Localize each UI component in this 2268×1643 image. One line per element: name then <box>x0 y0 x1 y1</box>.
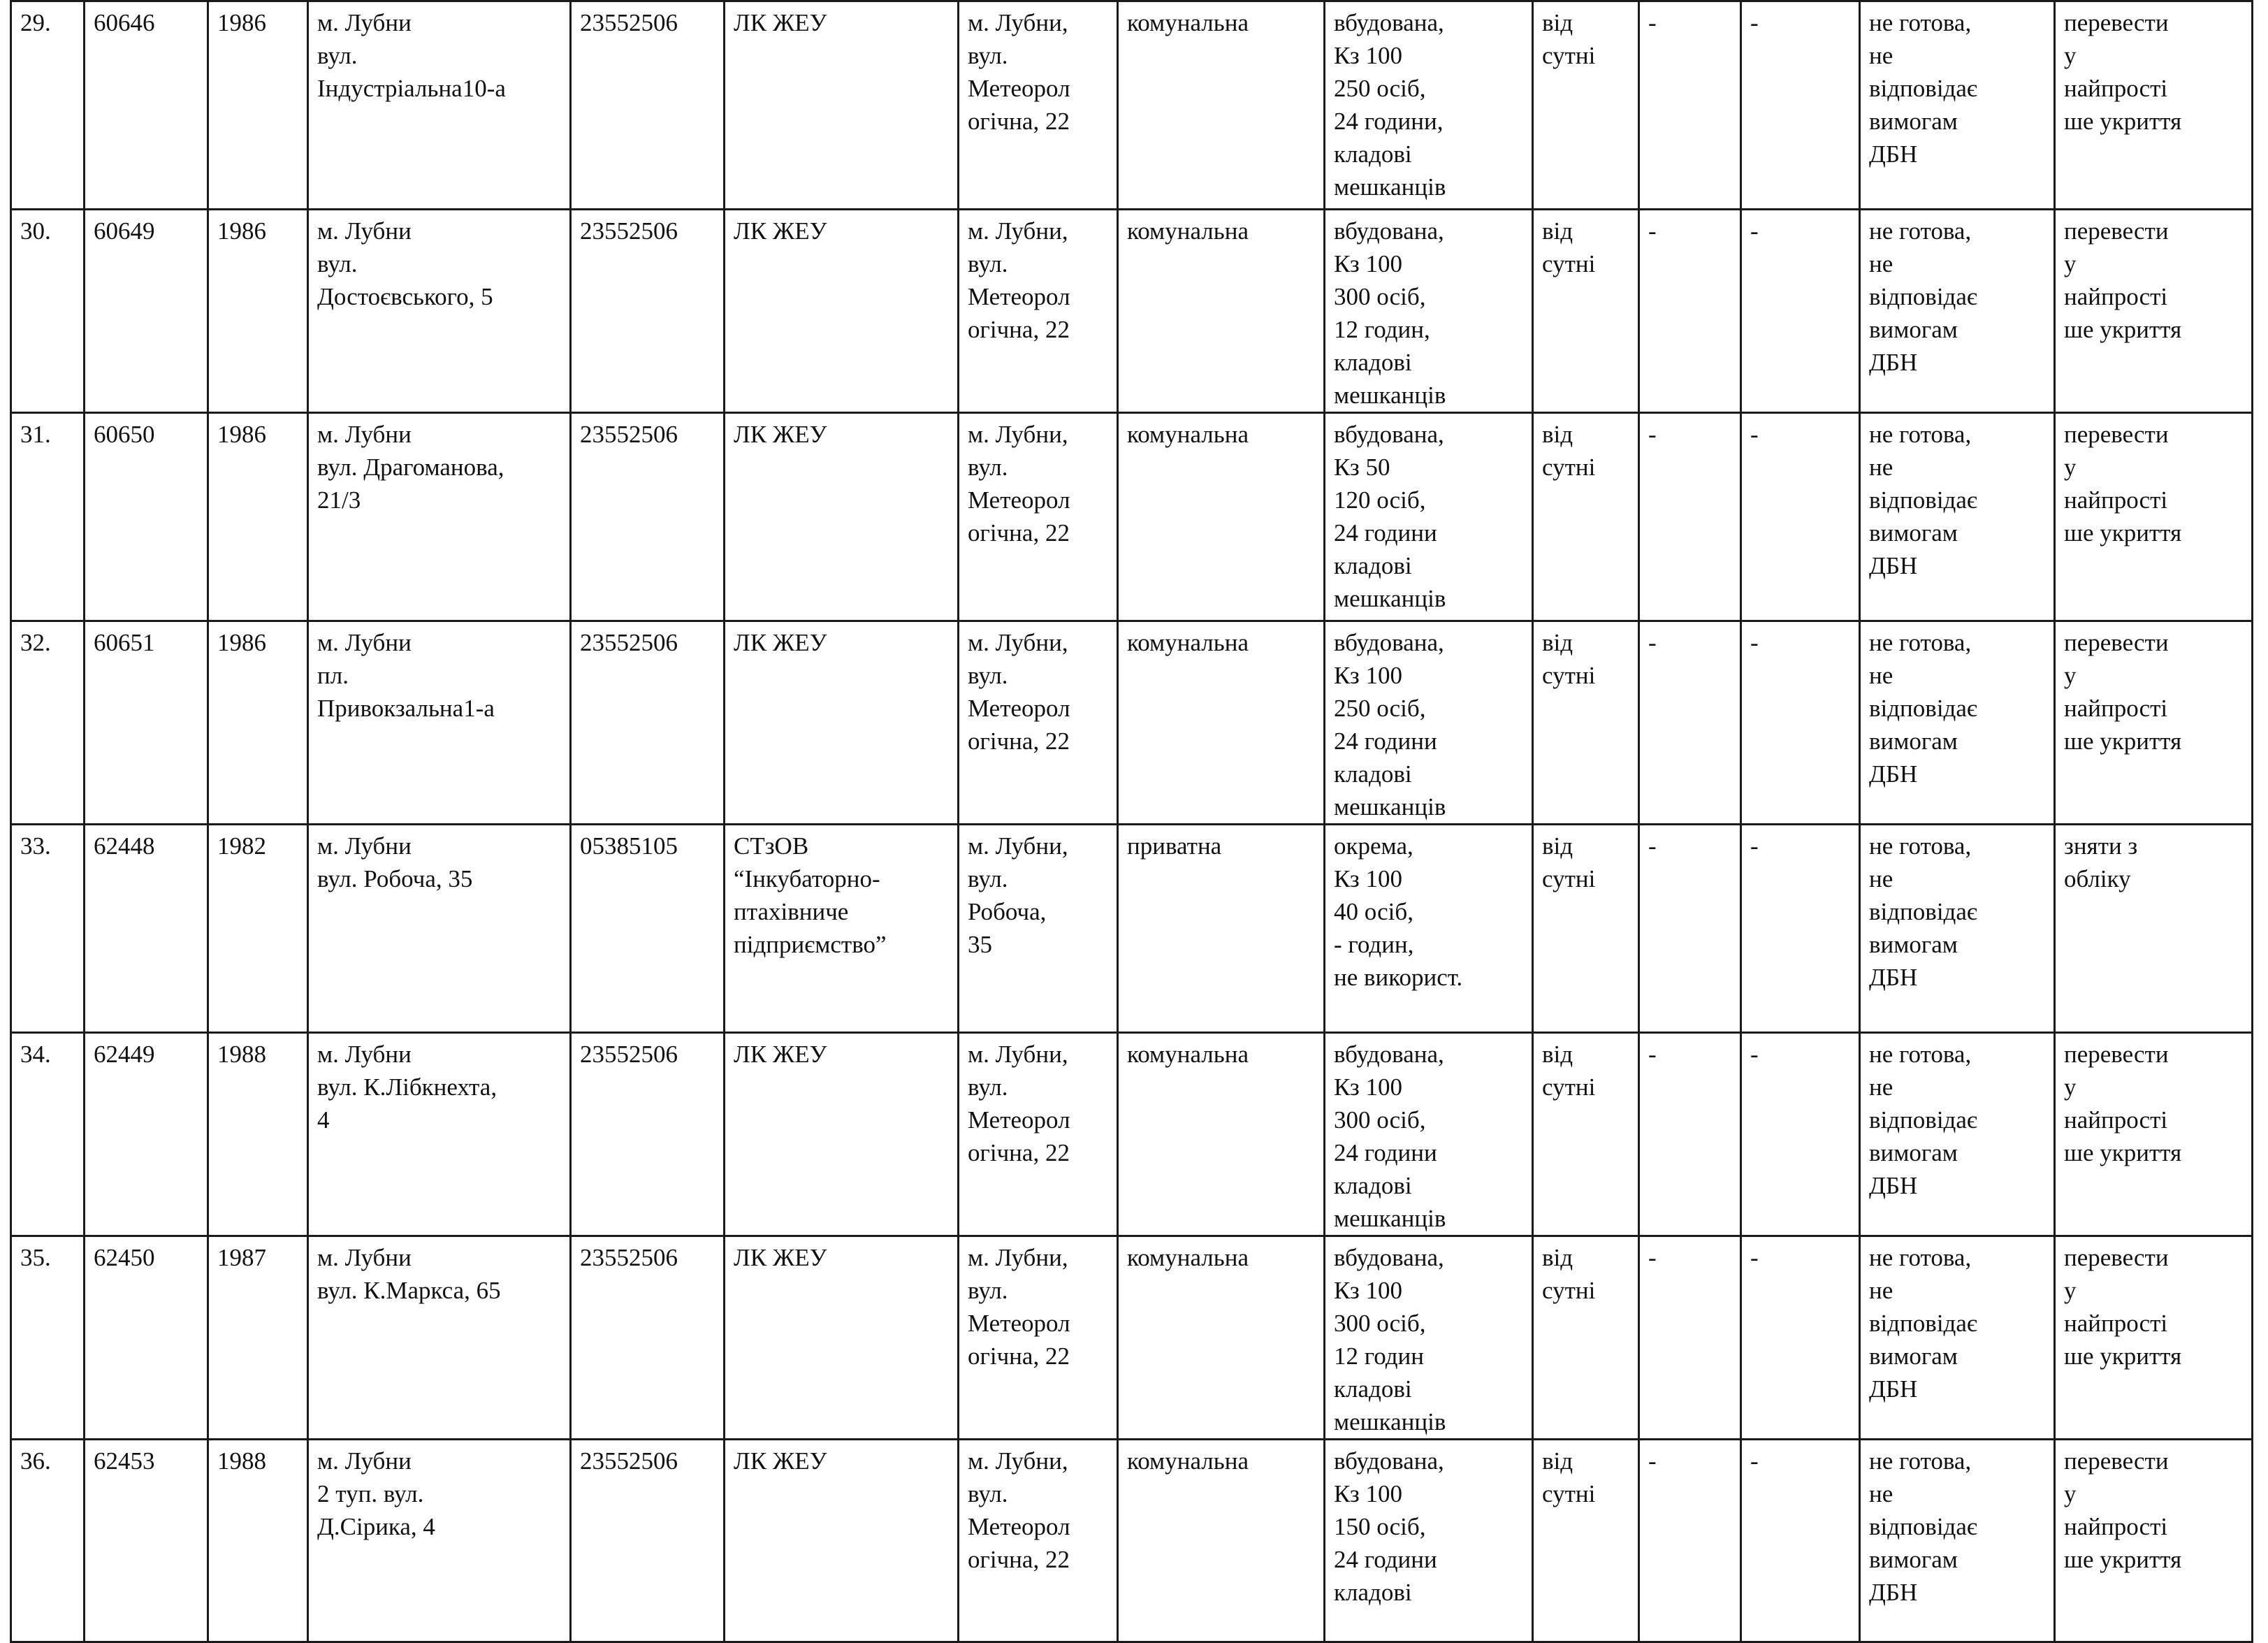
column-11-value-cell: - <box>1639 413 1741 621</box>
row-number-cell: 31. <box>11 413 85 621</box>
ownership-form-cell: комунальна <box>1118 1440 1325 1642</box>
row-number-cell: 35. <box>11 1236 85 1440</box>
shelter-address-cell: м. Лубни пл. Привокзальна1-а <box>308 621 571 825</box>
organization-name-cell: ЛК ЖЕУ <box>725 210 959 413</box>
row-number-cell: 34. <box>11 1033 85 1236</box>
ownership-form-cell: комунальна <box>1118 413 1325 621</box>
shelter-characteristics-cell: вбудована, Кз 100 150 осіб, 24 години кладові <box>1325 1440 1533 1642</box>
utilities-status-cell: від сутні <box>1533 1440 1639 1642</box>
column-11-value-cell: - <box>1639 1033 1741 1236</box>
table-row <box>11 413 2253 621</box>
table-row <box>11 210 2253 413</box>
scanned-document <box>10 0 2251 1606</box>
column-11-value-cell: - <box>1639 210 1741 413</box>
readiness-status-cell: не готова, не відповідає вимогам ДБН <box>1860 825 2055 1033</box>
column-11-value-cell: - <box>1639 1 1741 210</box>
commission-year-cell: 1982 <box>208 825 308 1033</box>
column-12-value-cell: - <box>1741 210 1860 413</box>
column-12-value-cell: - <box>1741 1 1860 210</box>
edrpou-code-cell: 23552506 <box>571 1236 725 1440</box>
shelter-characteristics-cell: вбудована, Кз 100 250 осіб, 24 години, кладові мешканців <box>1325 1 1533 210</box>
utilities-status-cell: від сутні <box>1533 825 1639 1033</box>
shelter-characteristics-cell: вбудована, Кз 100 300 осіб, 12 годин кладові мешканців <box>1325 1236 1533 1440</box>
ownership-form-cell: комунальна <box>1118 1236 1325 1440</box>
registration-number-cell: 60646 <box>85 1 208 210</box>
table-row <box>11 1 2253 210</box>
organization-address-cell: м. Лубни, вул. Метеорол огічна, 22 <box>959 1440 1118 1642</box>
organization-name-cell: ЛК ЖЕУ <box>725 1033 959 1236</box>
readiness-status-cell: не готова, не відповідає вимогам ДБН <box>1860 210 2055 413</box>
edrpou-code-cell: 23552506 <box>571 413 725 621</box>
decision-cell: перевести у найпрості ше укриття <box>2055 1033 2253 1236</box>
shelter-address-cell: м. Лубни вул. Робоча, 35 <box>308 825 571 1033</box>
table-row <box>11 1236 2253 1440</box>
organization-name-cell: ЛК ЖЕУ <box>725 621 959 825</box>
row-number-cell: 33. <box>11 825 85 1033</box>
registration-number-cell: 62448 <box>85 825 208 1033</box>
commission-year-cell: 1987 <box>208 1236 308 1440</box>
row-number-cell: 32. <box>11 621 85 825</box>
column-12-value-cell: - <box>1741 1440 1860 1642</box>
column-11-value-cell: - <box>1639 621 1741 825</box>
column-11-value-cell: - <box>1639 825 1741 1033</box>
edrpou-code-cell: 05385105 <box>571 825 725 1033</box>
column-12-value-cell: - <box>1741 825 1860 1033</box>
utilities-status-cell: від сутні <box>1533 1 1639 210</box>
utilities-status-cell: від сутні <box>1533 210 1639 413</box>
shelter-address-cell: м. Лубни вул. Індустріальна10-а <box>308 1 571 210</box>
organization-name-cell: ЛК ЖЕУ <box>725 413 959 621</box>
registration-number-cell: 62450 <box>85 1236 208 1440</box>
readiness-status-cell: не готова, не відповідає вимогам ДБН <box>1860 621 2055 825</box>
shelter-characteristics-cell: вбудована, Кз 100 300 осіб, 12 годин, кладові мешканців <box>1325 210 1533 413</box>
shelter-characteristics-cell: окрема, Кз 100 40 осіб, - годин, не використ. <box>1325 825 1533 1033</box>
column-11-value-cell: - <box>1639 1440 1741 1642</box>
organization-address-cell: м. Лубни, вул. Метеорол огічна, 22 <box>959 1236 1118 1440</box>
table-row <box>11 1440 2253 1642</box>
column-12-value-cell: - <box>1741 1033 1860 1236</box>
readiness-status-cell: не готова, не відповідає вимогам ДБН <box>1860 1033 2055 1236</box>
utilities-status-cell: від сутні <box>1533 621 1639 825</box>
organization-address-cell: м. Лубни, вул. Робоча, 35 <box>959 825 1118 1033</box>
decision-cell: перевести у найпрості ше укриття <box>2055 621 2253 825</box>
registration-number-cell: 62449 <box>85 1033 208 1236</box>
utilities-status-cell: від сутні <box>1533 1033 1639 1236</box>
decision-cell: зняти з обліку <box>2055 825 2253 1033</box>
decision-cell: перевести у найпрості ше укриття <box>2055 210 2253 413</box>
organization-address-cell: м. Лубни, вул. Метеорол огічна, 22 <box>959 621 1118 825</box>
table-body <box>11 1 2253 1642</box>
column-12-value-cell: - <box>1741 621 1860 825</box>
table-row <box>11 1033 2253 1236</box>
ownership-form-cell: приватна <box>1118 825 1325 1033</box>
ownership-form-cell: комунальна <box>1118 210 1325 413</box>
ownership-form-cell: комунальна <box>1118 1033 1325 1236</box>
shelter-characteristics-cell: вбудована, Кз 50 120 осіб, 24 години кладові мешканців <box>1325 413 1533 621</box>
column-11-value-cell: - <box>1639 1236 1741 1440</box>
ownership-form-cell: комунальна <box>1118 621 1325 825</box>
commission-year-cell: 1986 <box>208 1 308 210</box>
shelter-characteristics-cell: вбудована, Кз 100 250 осіб, 24 години кладові мешканців <box>1325 621 1533 825</box>
edrpou-code-cell: 23552506 <box>571 1033 725 1236</box>
commission-year-cell: 1988 <box>208 1440 308 1642</box>
table-row <box>11 825 2253 1033</box>
row-number-cell: 30. <box>11 210 85 413</box>
organization-address-cell: м. Лубни, вул. Метеорол огічна, 22 <box>959 1033 1118 1236</box>
utilities-status-cell: від сутні <box>1533 1236 1639 1440</box>
organization-address-cell: м. Лубни, вул. Метеорол огічна, 22 <box>959 413 1118 621</box>
organization-name-cell: ЛК ЖЕУ <box>725 1236 959 1440</box>
shelter-address-cell: м. Лубни вул. Достоєвського, 5 <box>308 210 571 413</box>
registration-number-cell: 60649 <box>85 210 208 413</box>
organization-name-cell: СТзОВ “Інкубаторно- птахівниче підприємство” <box>725 825 959 1033</box>
row-number-cell: 29. <box>11 1 85 210</box>
commission-year-cell: 1988 <box>208 1033 308 1236</box>
registration-number-cell: 60650 <box>85 413 208 621</box>
commission-year-cell: 1986 <box>208 621 308 825</box>
edrpou-code-cell: 23552506 <box>571 1440 725 1642</box>
utilities-status-cell: від сутні <box>1533 413 1639 621</box>
edrpou-code-cell: 23552506 <box>571 621 725 825</box>
shelter-address-cell: м. Лубни вул. К.Лібкнехта, 4 <box>308 1033 571 1236</box>
shelter-address-cell: м. Лубни 2 туп. вул. Д.Сірика, 4 <box>308 1440 571 1642</box>
column-12-value-cell: - <box>1741 1236 1860 1440</box>
readiness-status-cell: не готова, не відповідає вимогам ДБН <box>1860 1236 2055 1440</box>
commission-year-cell: 1986 <box>208 413 308 621</box>
shelter-address-cell: м. Лубни вул. Драгоманова, 21/3 <box>308 413 571 621</box>
organization-name-cell: ЛК ЖЕУ <box>725 1 959 210</box>
edrpou-code-cell: 23552506 <box>571 210 725 413</box>
shelter-registry-table <box>10 0 2253 1643</box>
shelter-characteristics-cell: вбудована, Кз 100 300 осіб, 24 години кладові мешканців <box>1325 1033 1533 1236</box>
registration-number-cell: 60651 <box>85 621 208 825</box>
readiness-status-cell: не готова, не відповідає вимогам ДБН <box>1860 1440 2055 1642</box>
edrpou-code-cell: 23552506 <box>571 1 725 210</box>
decision-cell: перевести у найпрості ше укриття <box>2055 413 2253 621</box>
decision-cell: перевести у найпрості ше укриття <box>2055 1236 2253 1440</box>
ownership-form-cell: комунальна <box>1118 1 1325 210</box>
table-row <box>11 621 2253 825</box>
decision-cell: перевести у найпрості ше укриття <box>2055 1 2253 210</box>
readiness-status-cell: не готова, не відповідає вимогам ДБН <box>1860 1 2055 210</box>
registration-number-cell: 62453 <box>85 1440 208 1642</box>
organization-name-cell: ЛК ЖЕУ <box>725 1440 959 1642</box>
column-12-value-cell: - <box>1741 413 1860 621</box>
commission-year-cell: 1986 <box>208 210 308 413</box>
shelter-address-cell: м. Лубни вул. К.Маркса, 65 <box>308 1236 571 1440</box>
decision-cell: перевести у найпрості ше укриття <box>2055 1440 2253 1642</box>
readiness-status-cell: не готова, не відповідає вимогам ДБН <box>1860 413 2055 621</box>
organization-address-cell: м. Лубни, вул. Метеорол огічна, 22 <box>959 210 1118 413</box>
organization-address-cell: м. Лубни, вул. Метеорол огічна, 22 <box>959 1 1118 210</box>
row-number-cell: 36. <box>11 1440 85 1642</box>
